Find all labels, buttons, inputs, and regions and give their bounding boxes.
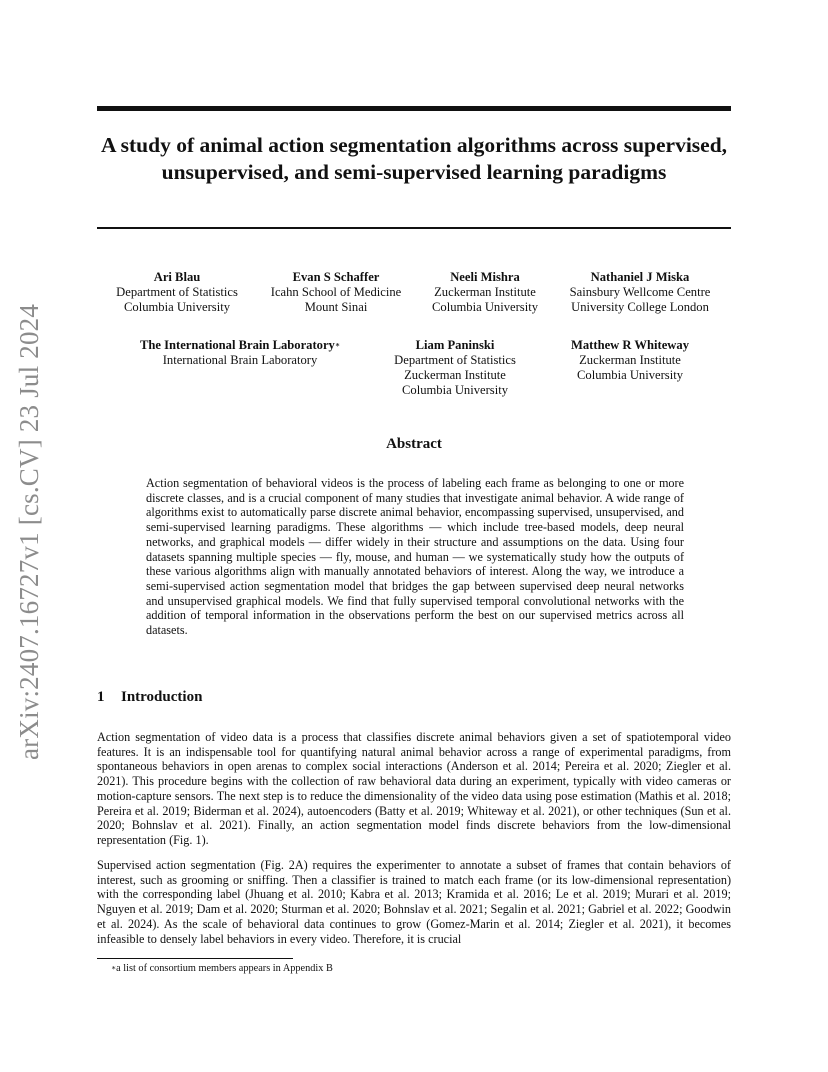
author-block <box>560 338 700 383</box>
author-affiliation-line: Columbia University <box>432 300 538 314</box>
author-block <box>130 338 350 368</box>
author-affiliation-line: Icahn School of Medicine <box>270 285 402 299</box>
title-top-rule <box>97 106 731 111</box>
paper-title: A study of animal action segmentation algorithms across supervised, unsupervised, and semi-supervised learning paradigms <box>100 133 728 184</box>
author-affiliation-line: Mount Sinai <box>304 300 368 314</box>
author-affiliation-line: Zuckerman Institute <box>434 285 536 299</box>
author-affiliation-line: Zuckerman Institute <box>404 368 506 382</box>
author-name: Matthew R Whiteway <box>571 338 689 352</box>
author-block <box>112 270 242 315</box>
author-affiliation-line: Department of Statistics <box>394 353 516 367</box>
section-heading <box>97 689 202 706</box>
title-bottom-rule <box>97 227 731 229</box>
section-number: 1 <box>97 689 105 705</box>
author-block <box>264 270 408 315</box>
author-name: Nathaniel J Miska <box>590 270 690 284</box>
abstract-heading: Abstract <box>386 436 442 452</box>
author-affiliation-line: International Brain Laboratory <box>162 353 318 367</box>
arxiv-identifier: arXiv:2407.16727v1 [cs.CV] 23 Jul 2024 <box>14 303 44 760</box>
author-affiliation-line: Department of Statistics <box>116 285 238 299</box>
author-name: Evan S Schaffer <box>292 270 380 284</box>
author-affiliation-line: Zuckerman Institute <box>579 353 681 367</box>
section-title: Introduction <box>121 689 203 705</box>
author-affiliation-line: University College London <box>571 300 709 314</box>
body-paragraph: Action segmentation of video data is a process that classifies discrete animal behaviors given a set of spatiotemporal video features. It is an indispensable tool for quantifying natural animal behavior across a range of experimental paradigms, from spontaneous behaviors in open arenas to complex social interactions (Anderson et al. 2014; Pereira et al. 2020; Ziegler et al. 2021). This procedure begins with the collection of raw behavioral data during an experiment, typically with video cameras or motion-capture sensors. The next step is to reduce the dimensionality of the video data using pose estimation (Mathis et al. 2018; Pereira et al. 2019; Biderman et al. 2024), autoencoders (Batty et al. 2019; Whiteway et al. 2021), or other techniques (Sun et al. 2020; Bohnslav et al. 2021). Finally, an action segmentation model finds discrete behaviors from the low-dimensional representation (Fig. 1). <box>97 730 731 847</box>
footnote-marker: ∗ <box>111 963 117 972</box>
author-affiliation-line: Columbia University <box>577 368 683 382</box>
author-affiliation-line: Columbia University <box>402 383 508 397</box>
footnote <box>97 962 731 975</box>
abstract-body: Action segmentation of behavioral videos is the process of labeling each frame as belonging to one or more discrete classes, and is a crucial component of many studies that investigate animal behavior. A wide range of algorithms exist to automatically parse discrete animal behavior, encompassing supervised, unsupervised, and semi-supervised learning paradigms. These algorithms — which include tree-based models, deep neural networks, and graphical models — differ widely in their structure and assumptions on the data. Using four datasets spanning multiple species — fly, mouse, and human — we systematically study how the outputs of these various algorithms align with manually annotated behaviors of interest. Along the way, we introduce a semi-supervised action segmentation model that bridges the gap between supervised deep neural networks and unsupervised graphical models. We find that fully supervised temporal convolutional networks with the addition of temporal information in the observations perform the best on our supervised metrics across all datasets. <box>146 476 684 638</box>
author-block <box>560 270 720 315</box>
body-paragraph: Supervised action segmentation (Fig. 2A) requires the experimenter to annotate a subset of frames that contain behaviors of interest, such as grooming or sniffing. Then a classifier is trained to match each frame (or its low-dimensional representation) with the corresponding label (Jhuang et al. 2010; Kabra et al. 2013; Kramida et al. 2016; Le et al. 2019; Murari et al. 2019; Nguyen et al. 2019; Dam et al. 2020; Sturman et al. 2020; Bohnslav et al. 2021; Segalin et al. 2021; Gabriel et al. 2022; Goodwin et al. 2024). As the scale of behavioral data continues to grow (Gomez-Marin et al. 2014; Ziegler et al. 2021), it becomes infeasible to densely label behaviors in every video. Therefore, it is crucial <box>97 858 731 946</box>
author-name: Neeli Mishra <box>450 270 520 284</box>
author-name: The International Brain Laboratory∗ <box>139 338 341 352</box>
author-name: Liam Paninski <box>415 338 495 352</box>
footnote-rule <box>97 958 293 959</box>
footnote-text: a list of consortium members appears in Appendix B <box>116 963 333 974</box>
author-block <box>421 270 549 315</box>
author-affiliation-line: Columbia University <box>124 300 230 314</box>
footnote-marker: ∗ <box>334 340 341 349</box>
author-affiliation-line: Sainsbury Wellcome Centre <box>569 285 711 299</box>
author-name: Ari Blau <box>153 270 201 284</box>
author-block <box>386 338 524 398</box>
